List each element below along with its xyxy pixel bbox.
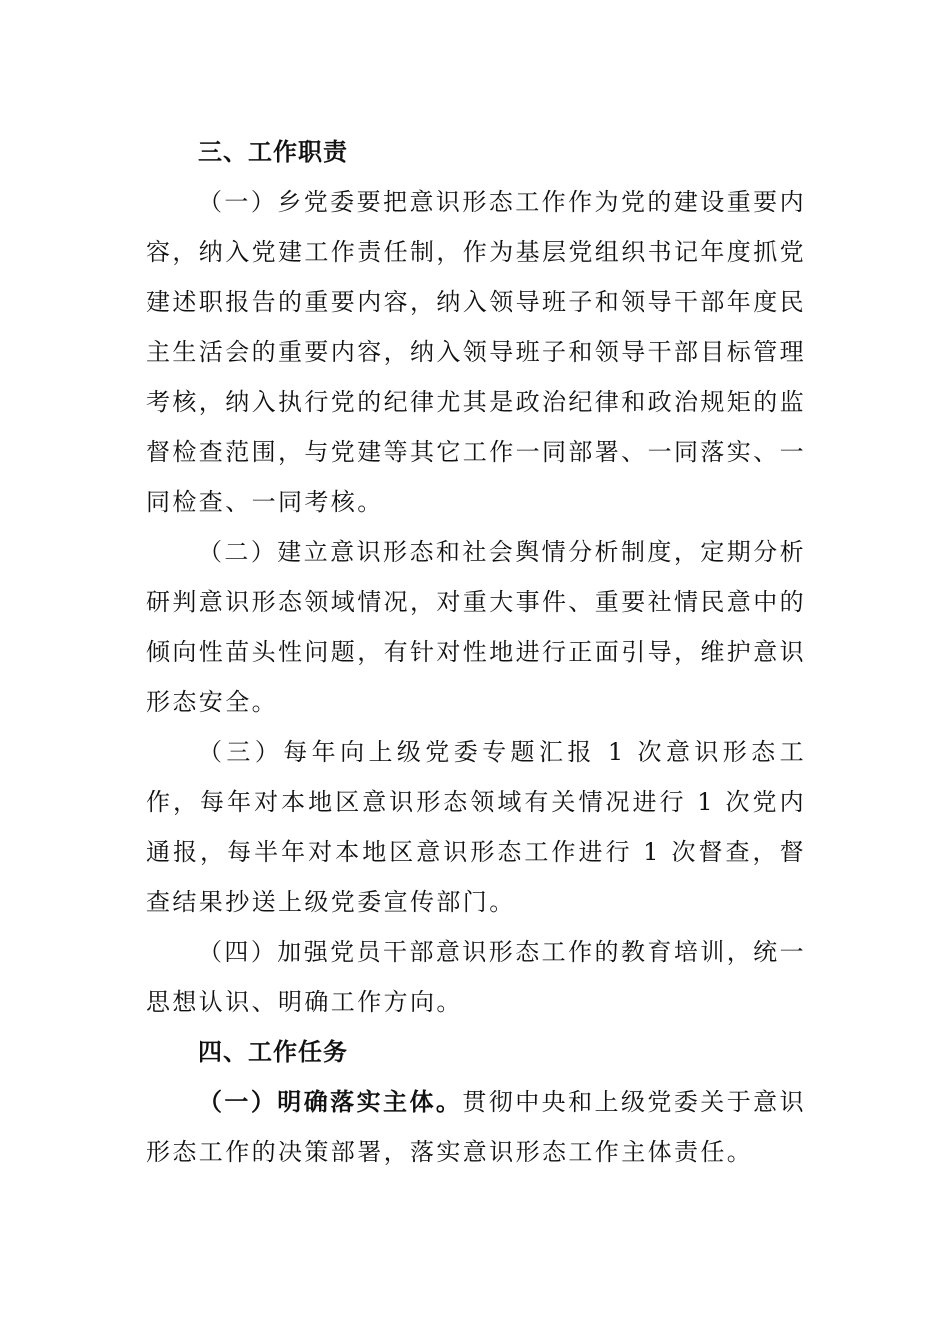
duty-paragraph-1: （一）乡党委要把意识形态工作作为党的建设重要内容，纳入党建工作责任制，作为基层党组织书记年度抓党建述职报告的重要内容，纳入领导班子和领导干部年度民主生活会的重要内容，纳入领导班子和领导干部目标管理考核，纳入执行党的纪律尤其是政治纪律和政治规矩的监督检查范围，与党建等其它工作一同部署、一同落实、一同检查、一同考核。 [146, 188, 806, 516]
duty-paragraph-2: （二）建立意识形态和社会舆情分析制度，定期分析研判意识形态领域情况，对重大事件、重要社情民意中的倾向性苗头性问题，有针对性地进行正面引导，维护意识形态安全。 [146, 538, 806, 716]
duty-paragraph-4: （四）加强党员干部意识形态工作的教育培训，统一思想认识、明确工作方向。 [146, 938, 806, 1016]
task-paragraph-1-body: 贯彻中央和上级党委关于意识形态工作的决策部署，落实意识形态工作主体责任。 [146, 1088, 807, 1166]
task-paragraph-1 [146, 1077, 806, 1177]
document-body [146, 127, 806, 1177]
duty-paragraph-3: （三）每年向上级党委专题汇报 1 次意识形态工作，每年对本地区意识形态领域有关情况进行 1 次党内通报，每半年对本地区意识形态工作进行 1 次督查，督查结果抄送上级党委宣传部门。 [146, 738, 806, 916]
section-heading-tasks: 四、工作任务 [198, 1038, 348, 1066]
section-heading-duties: 三、工作职责 [198, 138, 348, 166]
task-paragraph-1-lead: （一）明确落实主体。 [198, 1088, 463, 1116]
